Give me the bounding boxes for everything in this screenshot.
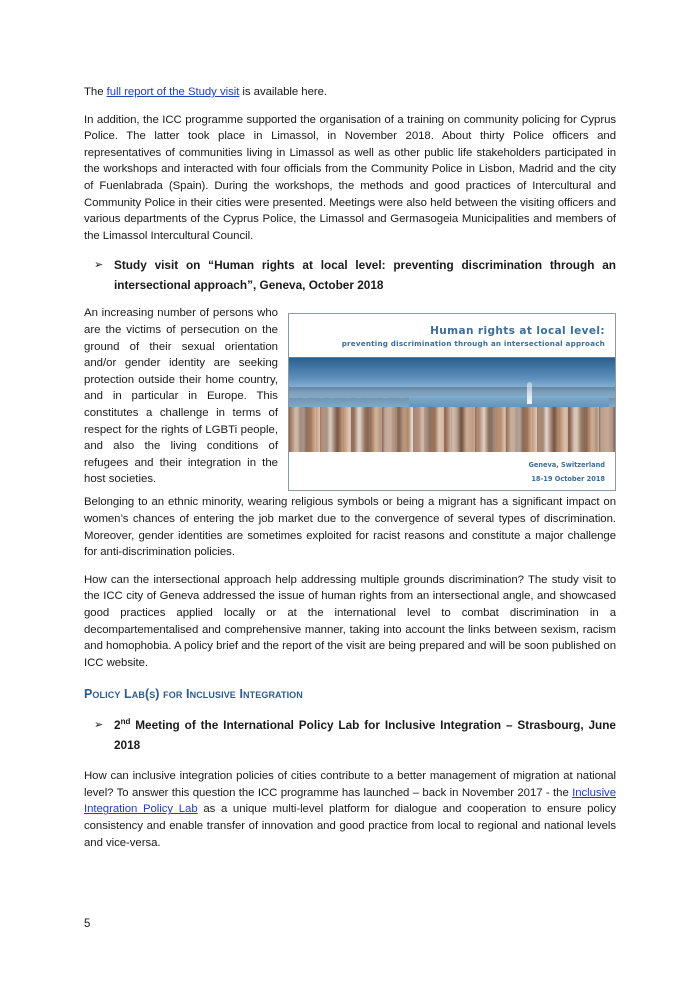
geneva-study-visit-heading: ➢ Study visit on “Human rights at local level: preventing discrimination through an intersectional approach”, Geneva, October 2018 [84, 255, 616, 295]
banner-title: Human rights at local level: [430, 325, 605, 338]
banner-header [289, 314, 615, 358]
policy-lab-link[interactable]: Inclusive Integration Policy Lab [84, 786, 616, 816]
document-page [84, 84, 616, 851]
policy-lab-meeting-heading: ➢ 2nd Meeting of the International Policy Lab for Inclusive Integration – Strasbourg, June 2018 [84, 715, 616, 755]
arrow-bullet-icon: ➢ [94, 719, 104, 732]
banner-location: Geneva, Switzerland [528, 461, 605, 470]
policy-lab-section-title: Policy Lab(s) for Inclusive Integration [84, 687, 303, 702]
page-number: 5 [84, 918, 91, 930]
women-discrimination-paragraph: Belonging to an ethnic minority, wearing religious symbols or being a migrant has a significant impact on women’s chances of entering the job market due to the convergence of several types of discrimination. Moreover, gender identities are sometimes exploited for racist reasons and constitute a major challenge for anti-discrimination policies. [84, 496, 616, 559]
policy-lab-paragraph: How can inclusive integration policies of cities contribute to a better management of migration at national level? To answer this question the ICC programme has launched – back in November 2017 - the Inclusive Integration Policy Lab as a unique multi-level platform for dialogue and cooperation to ensure policy consistency and enable transfer of innovation and good practice from local to regional and national levels and vice-versa. [84, 770, 616, 849]
geneva-event-banner [288, 313, 616, 491]
lake-shape [409, 396, 609, 407]
arrow-bullet-icon: ➢ [94, 259, 104, 272]
geneva-panorama-photo [289, 358, 615, 452]
intro-paragraph: The full report of the Study visit is available here. [84, 86, 328, 98]
city-rooftops-shape [289, 407, 615, 452]
banner-footer [289, 452, 615, 486]
lgbti-paragraph: An increasing number of persons who are the victims of persecution on the ground of their sexual orientation and/or gender identity are seeking protection outside their home country, and in particular in Europe. This constitutes a challenge in terms of respect for the rights of LGBTi people, and also the living conditions of refugees and their integration in the host societies. [84, 307, 278, 486]
jet-deau-fountain-icon [527, 382, 532, 404]
geneva-wrap-block [84, 305, 616, 486]
intersectional-approach-paragraph: How can the intersectional approach help addressing multiple grounds discrimination? The study visit to the ICC city of Geneva addressed the issue of human rights from an intersectional angle, and showcased good practices applied locally or at the international level to combat discrimination in a decompartementalised and comprehensive manner, taking into account the links between sexism, racism and homophobia. A policy brief and the report of the visit are being prepared and will be soon published on ICC website. [84, 573, 616, 669]
banner-subtitle: preventing discrimination through an intersectional approach [341, 339, 605, 349]
banner-dates: 18-19 October 2018 [531, 475, 605, 484]
cyprus-training-paragraph: In addition, the ICC programme supported the organisation of a training on community policing for Cyprus Police. The latter took place in Limassol, in November 2018. About thirty Police officers and representatives of communities living in Limassol as well as other public life stakeholders participated in the workshops and interacted with four officials from the Community Police in Lisbon, Madrid and the city of Fuenlabrada (Spain). During the workshops, the methods and good practices of Intercultural and Community Police in their cities were presented. Meetings were also held between the visiting officers and various departments of the Cyprus Police, the Limassol and Germasogeia Municipalities and members of the Limassol Intercultural Council. [84, 113, 616, 242]
full-report-link[interactable]: full report of the Study visit [106, 86, 240, 98]
